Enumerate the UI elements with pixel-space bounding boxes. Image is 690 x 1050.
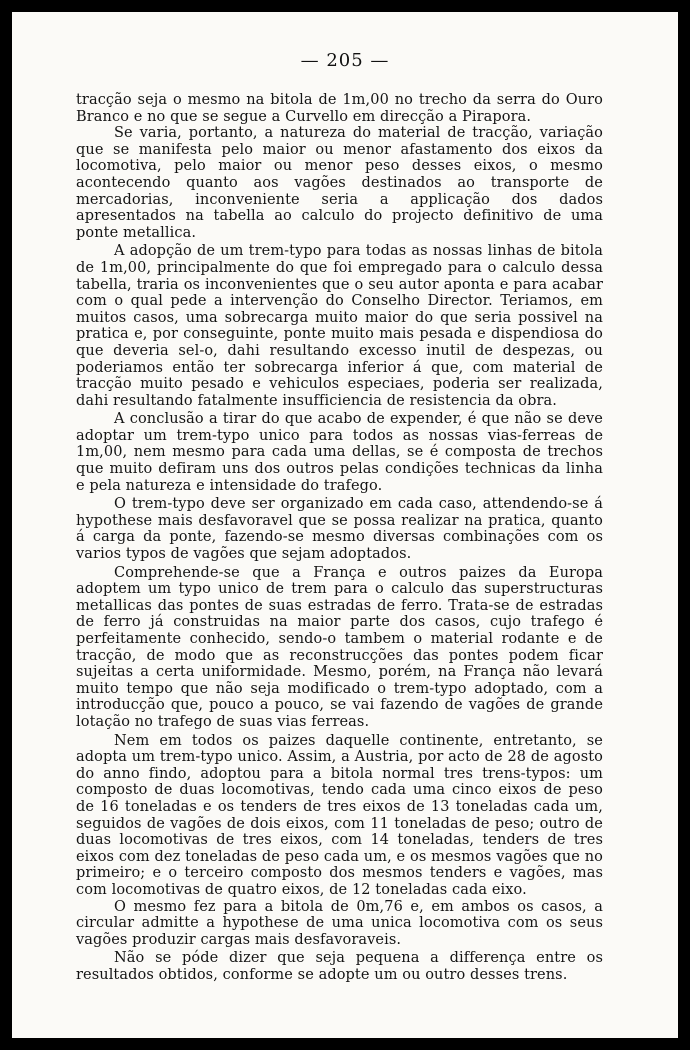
paragraph-2: Se varia, portanto, a natureza do material de tracção, variação que se manifesta pelo maior ou menor afastamento dos eixos da locomotiva, pelo maior ou menor peso desses eixos, o mesmo acontecendo quanto aos vagões destinados ao transporte de mercadorias, inconveniente seria a applicação dos dados apresentados na tabella ao calculo do projecto definitivo de uma ponte metallica. [76, 125, 603, 241]
paragraph-8: O mesmo fez para a bitola de 0m,76 e, em ambos os casos, a circular admitte a hypothese de uma unica locomotiva com os seus vagões produzir cargas mais desfavoraveis. [76, 898, 603, 948]
body-text [76, 92, 603, 983]
page-number: — 205 — [300, 50, 390, 71]
paragraph-4: A conclusão a tirar do que acabo de expender, é que não se deve adoptar um trem-typo unico para todos as nossas vias-ferreas de 1m,00, nem mesmo para cada uma dellas, se é composta de trechos que muito defiram uns dos outros pelas condições technicas da linha e pela natureza e intensidade do trafego. [76, 411, 603, 494]
paragraph-9: Não se póde dizer que seja pequena a differença entre os resultados obtidos, conforme se adopte um ou outro desses trens. [76, 950, 603, 983]
paragraph-5: O trem-typo deve ser organizado em cada caso, attendendo-se á hypothese mais desfavoravel que se possa realizar na pratica, quanto á carga da ponte, fazendo-se mesmo diversas combinações com os varios typos de vagões que sejam adoptados. [76, 496, 603, 563]
paragraph-1: tracção seja o mesmo na bitola de 1m,00 no trecho da serra do Ouro Branco e no que se segue a Curvello em direcção a Pirapora. [76, 92, 603, 125]
document-page [12, 12, 678, 1038]
paragraph-6: Comprehende-se que a França e outros paizes da Europa adoptem um typo unico de trem para o calculo das superstructuras metallicas das pontes de suas estradas de ferro. Trata-se de estradas de ferro já construidas na maior parte dos casos, cujo trafego é perfeitamente conhecido, sendo-o tambem o material rodante e de tracção, de modo que as reconstrucções das pontes podem ficar sujeitas a certa uniformidade. Mesmo, porém, na França não levará muito tempo que não seja modificado o trem-typo adoptado, com a introducção que, pouco a pouco, se vai fazendo de vagões de grande lotação no trafego de suas vias ferreas. [76, 564, 603, 730]
paragraph-3: A adopção de um trem-typo para todas as nossas linhas de bitola de 1m,00, principalmente do que foi empregado para o calculo dessa tabella, traria os inconvenientes que o seu autor aponta e para acabar com o qual pede a intervenção do Conselho Director. Teriamos, em muitos casos, uma sobrecarga muito maior do que seria possivel na pratica e, por conseguinte, ponte muito mais pesada e dispendiosa do que deveria sel-o, dahi resultando excesso inutil de despezas, ou poderiamos então ter sobrecarga inferior á que, com material de tracção muito pesado e vehiculos especiaes, poderia ser realizada, dahi resultando fatalmente insufficiencia de resistencia da obra. [76, 243, 603, 409]
paragraph-7: Nem em todos os paizes daquelle continente, entretanto, se adopta um trem-typo unico. Assim, a Austria, por acto de 28 de agosto do anno findo, adoptou para a bitola normal tres trens-typos: um composto de duas locomotivas, tendo cada uma cinco eixos de peso de 16 toneladas e os tenders de tres eixos de 13 toneladas cada um, seguidos de vagões de dois eixos, com 11 toneladas de peso; outro de duas locomotivas de tres eixos, com 14 toneladas, tenders de tres eixos com dez toneladas de peso cada um, e os mesmos vagões que no primeiro; e o terceiro composto dos mesmos tenders e vagões, mas com locomotivas de quatro eixos, de 12 toneladas cada eixo. [76, 732, 603, 898]
